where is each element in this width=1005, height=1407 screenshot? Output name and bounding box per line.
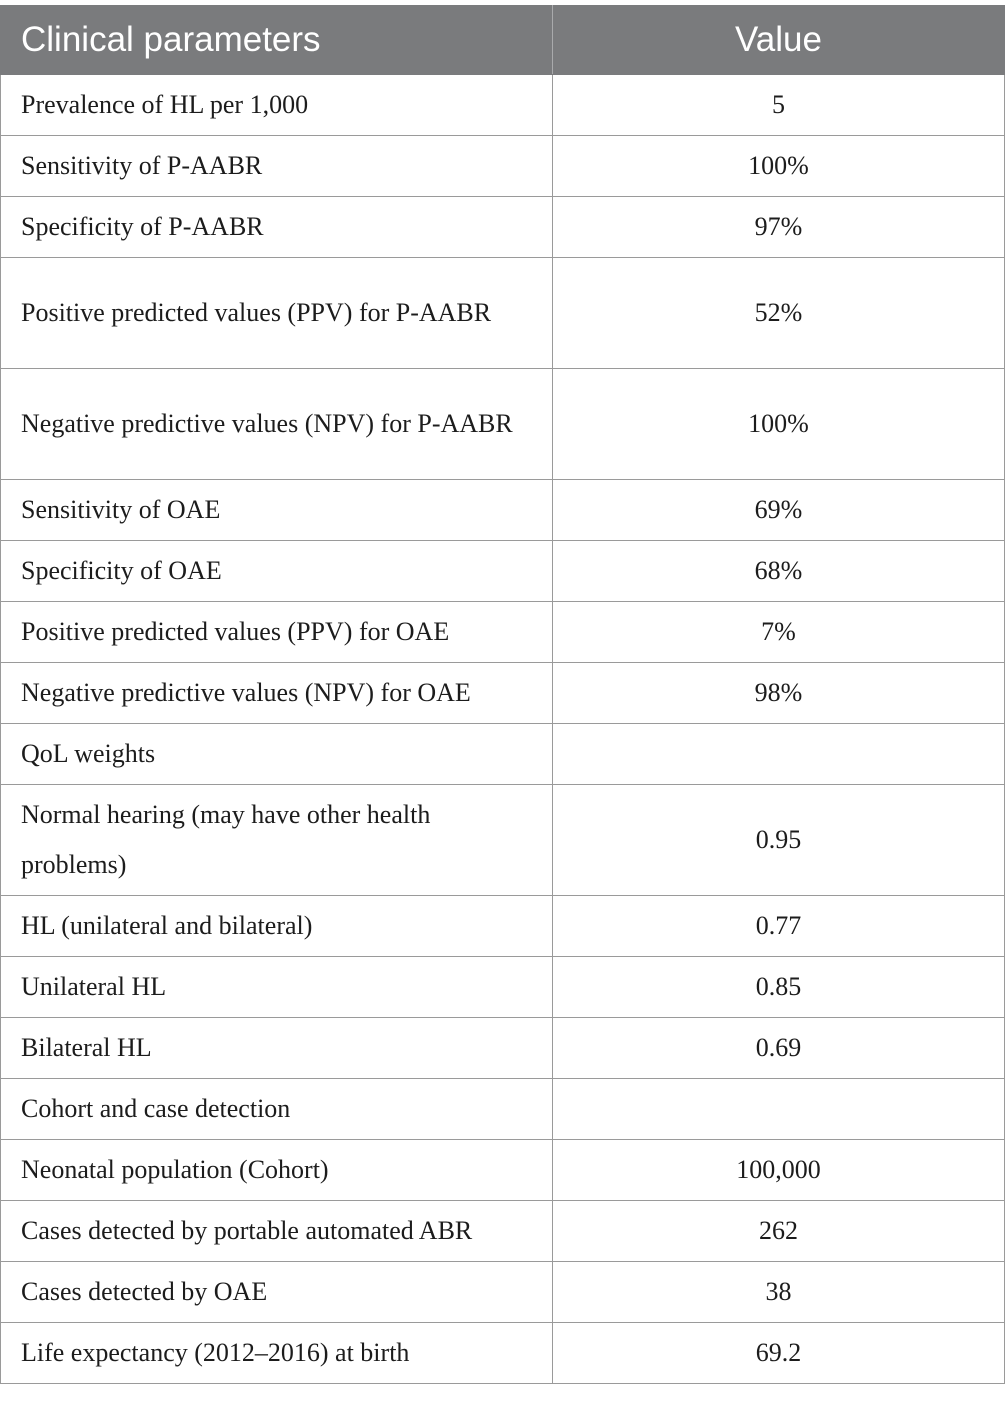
parameter-cell: Normal hearing (may have other health problems) bbox=[1, 785, 553, 896]
table-row bbox=[1, 1201, 1005, 1262]
value-cell: 0.95 bbox=[553, 785, 1005, 896]
table-body bbox=[1, 75, 1005, 1384]
value-cell: 262 bbox=[553, 1201, 1005, 1262]
value-cell: 5 bbox=[553, 75, 1005, 136]
parameter-cell: Negative predictive values (NPV) for OAE bbox=[1, 663, 553, 724]
value-cell: 69.2 bbox=[553, 1323, 1005, 1384]
value-cell bbox=[553, 1079, 1005, 1140]
table-row bbox=[1, 896, 1005, 957]
section-label-cell: QoL weights bbox=[1, 724, 553, 785]
value-cell: 52% bbox=[553, 258, 1005, 369]
value-cell: 100% bbox=[553, 136, 1005, 197]
table-header bbox=[1, 6, 1005, 75]
value-cell: 7% bbox=[553, 602, 1005, 663]
table-row bbox=[1, 785, 1005, 896]
value-cell bbox=[553, 724, 1005, 785]
parameter-cell: Life expectancy (2012–2016) at birth bbox=[1, 1323, 553, 1384]
header-clinical-parameters: Clinical parameters bbox=[1, 6, 553, 75]
parameter-cell: Specificity of P-AABR bbox=[1, 197, 553, 258]
table-row bbox=[1, 541, 1005, 602]
parameter-cell: Cases detected by OAE bbox=[1, 1262, 553, 1323]
value-cell: 0.69 bbox=[553, 1018, 1005, 1079]
table-row bbox=[1, 957, 1005, 1018]
table-row bbox=[1, 480, 1005, 541]
value-cell: 100,000 bbox=[553, 1140, 1005, 1201]
parameter-cell: Positive predicted values (PPV) for OAE bbox=[1, 602, 553, 663]
parameter-cell: Bilateral HL bbox=[1, 1018, 553, 1079]
value-cell: 69% bbox=[553, 480, 1005, 541]
value-cell: 97% bbox=[553, 197, 1005, 258]
value-cell: 68% bbox=[553, 541, 1005, 602]
value-cell: 0.85 bbox=[553, 957, 1005, 1018]
parameter-cell: Cases detected by portable automated ABR bbox=[1, 1201, 553, 1262]
table-row bbox=[1, 75, 1005, 136]
table-row bbox=[1, 1079, 1005, 1140]
header-row bbox=[1, 6, 1005, 75]
value-cell: 0.77 bbox=[553, 896, 1005, 957]
table-row bbox=[1, 1018, 1005, 1079]
section-label-cell: Cohort and case detection bbox=[1, 1079, 553, 1140]
table-row bbox=[1, 1323, 1005, 1384]
value-cell: 98% bbox=[553, 663, 1005, 724]
parameter-cell: Specificity of OAE bbox=[1, 541, 553, 602]
table-row bbox=[1, 663, 1005, 724]
parameter-cell: Negative predictive values (NPV) for P-AABR bbox=[1, 369, 553, 480]
parameter-cell: Sensitivity of P-AABR bbox=[1, 136, 553, 197]
parameters-table-container bbox=[0, 5, 1004, 1384]
table-row bbox=[1, 369, 1005, 480]
table-row bbox=[1, 197, 1005, 258]
value-cell: 38 bbox=[553, 1262, 1005, 1323]
table-row bbox=[1, 1140, 1005, 1201]
value-cell: 100% bbox=[553, 369, 1005, 480]
parameter-cell: Unilateral HL bbox=[1, 957, 553, 1018]
table-row bbox=[1, 724, 1005, 785]
header-value: Value bbox=[553, 6, 1005, 75]
table-row bbox=[1, 602, 1005, 663]
table-row bbox=[1, 258, 1005, 369]
clinical-parameters-table bbox=[0, 5, 1005, 1384]
parameter-cell: Prevalence of HL per 1,000 bbox=[1, 75, 553, 136]
parameter-cell: Neonatal population (Cohort) bbox=[1, 1140, 553, 1201]
parameter-cell: HL (unilateral and bilateral) bbox=[1, 896, 553, 957]
parameter-cell: Sensitivity of OAE bbox=[1, 480, 553, 541]
table-row bbox=[1, 136, 1005, 197]
table-row bbox=[1, 1262, 1005, 1323]
parameter-cell: Positive predicted values (PPV) for P-AABR bbox=[1, 258, 553, 369]
